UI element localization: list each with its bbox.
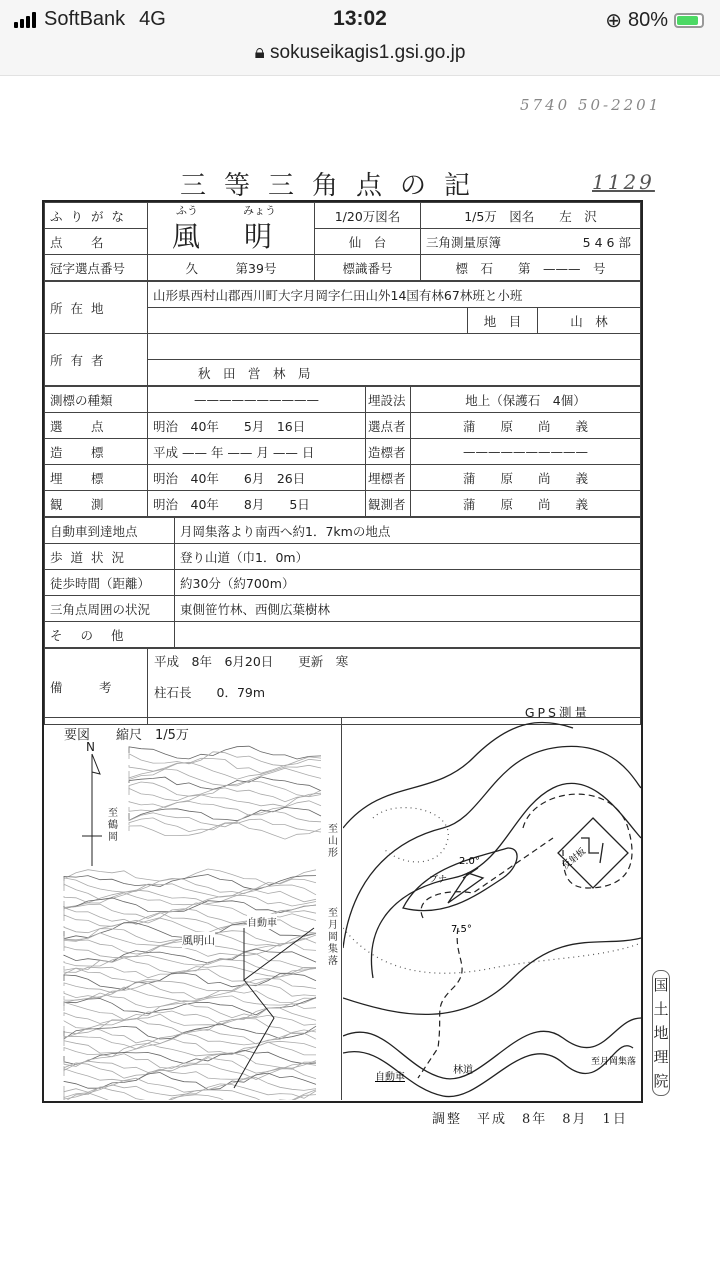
- map-section: [44, 717, 641, 1099]
- burial: 地上（保護石 4個）: [411, 387, 641, 413]
- burial-label: 埋設法: [366, 387, 411, 413]
- mountain-label: 風明山: [182, 934, 215, 947]
- contour-line: [64, 908, 316, 925]
- access-value: 約30分（約700m）: [175, 570, 641, 596]
- access-label: 歩道状況: [45, 544, 175, 570]
- marker-type: ——————————: [148, 387, 366, 413]
- status-bar: [0, 0, 720, 76]
- contour-line: [129, 752, 321, 766]
- event-row: [45, 465, 641, 491]
- location-label: 所在地: [45, 282, 148, 334]
- battery-icon: [674, 13, 704, 28]
- north-arrow-icon: [82, 754, 102, 866]
- access-value: 登り山道（巾1．0m）: [175, 544, 641, 570]
- owner: 秋 田 営 林 局: [148, 360, 641, 386]
- header-table: [44, 202, 641, 281]
- contour-line: [64, 979, 316, 993]
- land-label: 地 目: [467, 308, 537, 334]
- to-tsuruoka: 至鶴岡: [108, 808, 118, 843]
- survey-book-label: 三角測量原簿: [426, 234, 502, 250]
- gps-note: GPS測量: [524, 705, 590, 720]
- page-number: 1129: [592, 170, 655, 194]
- agency-stamp: 国土地理院: [652, 970, 670, 1096]
- survey-book: [421, 229, 641, 255]
- access-row: [45, 544, 641, 570]
- overview-map: [44, 718, 342, 1100]
- kanji-no: 久 第39号: [148, 255, 315, 281]
- furigana-label: ふりがな: [45, 203, 148, 229]
- access-row: [45, 570, 641, 596]
- marker-no: 標 石 第 ——— 号: [421, 255, 641, 281]
- remarks-label: 備 考: [45, 649, 148, 725]
- contour-line: [129, 762, 321, 779]
- remark-pillar: 柱石長 0．79m: [154, 685, 266, 700]
- map-title: 要図 縮尺 1/5万: [64, 728, 189, 743]
- remarks-table: [44, 648, 641, 725]
- document-title: 三等三角点の記: [180, 171, 489, 201]
- orientation-lock-icon: ⊕: [605, 10, 622, 32]
- owner-label: 所有者: [45, 334, 148, 386]
- event-date: 明治 40年 5月 16日: [148, 413, 366, 439]
- north-arrow-label: N: [86, 740, 95, 754]
- contour-line: [64, 913, 316, 930]
- contour-line: [64, 1008, 316, 1025]
- clock: 13:02: [333, 7, 387, 30]
- contour-line: [129, 793, 321, 807]
- contour-line: [129, 818, 321, 832]
- event-person: 蒲 原 尚 義: [411, 465, 641, 491]
- events-table: [44, 386, 641, 517]
- event-date: 平成 —— 年 —— 月 —— 日: [148, 439, 366, 465]
- car-point-label: 自動車: [247, 914, 277, 929]
- event-row: [45, 439, 641, 465]
- contour-line: [129, 777, 321, 791]
- beech-label: ブナ: [429, 875, 448, 885]
- event-person: ——————————: [411, 439, 641, 465]
- event-role: 造標者: [366, 439, 411, 465]
- carrier: SoftBank: [44, 8, 126, 30]
- furigana-2: みょう: [243, 204, 276, 217]
- contour-line: [64, 890, 316, 903]
- contour-line: [129, 781, 321, 797]
- event-date: 明治 40年 8月 5日: [148, 491, 366, 517]
- access-row: [45, 622, 641, 648]
- furigana-1: ふう: [176, 204, 198, 217]
- event-person: 蒲 原 尚 義: [411, 413, 641, 439]
- event-role: 選点者: [366, 413, 411, 439]
- remarks-cell: [148, 649, 641, 725]
- kanji-no-label: 冠字選点番号: [45, 255, 148, 281]
- event-label: 造 標: [45, 439, 148, 465]
- reflector-label: 反射板: [560, 846, 588, 872]
- access-label: 自動車到達地点: [45, 518, 175, 544]
- location-table: [44, 281, 641, 386]
- map50k: 1/5万 図名 左 沢: [421, 203, 641, 229]
- url-bar[interactable]: [0, 42, 720, 64]
- to-tsukioka: 至月岡集落: [328, 908, 338, 967]
- contour-line: [64, 1058, 316, 1073]
- access-value: 東側笹竹林、西側広葉樹林: [175, 596, 641, 622]
- contour-line: [64, 998, 316, 1015]
- access-label: 三角点周囲の状況: [45, 596, 175, 622]
- access-value: [175, 622, 641, 648]
- event-label: 埋 標: [45, 465, 148, 491]
- url-text: sokuseikagis1.gsi.go.jp: [270, 42, 466, 63]
- access-label: その他: [45, 622, 175, 648]
- marker-type-label: 測標の種類: [45, 387, 148, 413]
- contour-line: [129, 758, 321, 773]
- signal-icon: [14, 12, 36, 28]
- event-date: 明治 40年 6月 26日: [148, 465, 366, 491]
- battery-percent: 80%: [627, 9, 668, 31]
- survey-book-vol: 546部: [582, 234, 635, 250]
- network: 4G: [139, 8, 166, 30]
- access-value: 月岡集落より南西へ約1．7kmの地点: [175, 518, 641, 544]
- remark-renewal: 平成 8年 6月20日 更新 寒: [154, 654, 349, 669]
- map200k-label: 1/20万図名: [315, 203, 421, 229]
- record-form: [42, 200, 643, 1103]
- contour-line: [64, 966, 316, 978]
- access-label: 徒歩時間（距離）: [45, 570, 175, 596]
- access-table: [44, 517, 641, 648]
- point-name-label: 点 名: [45, 229, 148, 255]
- event-row: [45, 413, 641, 439]
- event-label: 観 測: [45, 491, 148, 517]
- to-tsukioka-label: 至月岡集落: [591, 1057, 637, 1067]
- point-name-cell: [148, 203, 315, 255]
- contour-line: [64, 993, 316, 1008]
- contour-line: [64, 903, 316, 919]
- detail-sketch: [343, 718, 641, 1100]
- marker-no-label: 標識番号: [315, 255, 421, 281]
- adjusted-date: 調整 平成 8年 8月 1日: [432, 1112, 628, 1127]
- lock-icon: 🔒︎: [254, 42, 270, 63]
- forest-road-label: 林道: [453, 1065, 473, 1076]
- land: 山 林: [537, 308, 640, 334]
- event-role: 埋標者: [366, 465, 411, 491]
- topographic-map: [44, 718, 342, 1100]
- event-role: 観測者: [366, 491, 411, 517]
- car-label: 自動車: [375, 1072, 405, 1083]
- contour-line: [64, 1042, 316, 1057]
- to-yamagata: 至山形: [328, 824, 338, 859]
- contour-line: [129, 788, 321, 802]
- point-name-2: 明: [244, 220, 273, 253]
- angle-label-1: 2.0°: [459, 856, 480, 867]
- contour-line: [129, 822, 321, 839]
- handwritten-code: 5740 50-2201: [520, 96, 662, 114]
- access-row: [45, 518, 641, 544]
- contour-line: [129, 811, 321, 827]
- point-name-1: 風: [172, 220, 201, 253]
- event-row: [45, 491, 641, 517]
- event-label: 選 点: [45, 413, 148, 439]
- access-row: [45, 596, 641, 622]
- location: 山形県西村山郡西川町大字月岡字仁田山外14国有林67林班と小班: [148, 282, 641, 308]
- angle-label-2: 7.5°: [451, 924, 472, 935]
- event-person: 蒲 原 尚 義: [411, 491, 641, 517]
- contour-line: [64, 1018, 316, 1034]
- map200k: 仙 台: [315, 229, 421, 255]
